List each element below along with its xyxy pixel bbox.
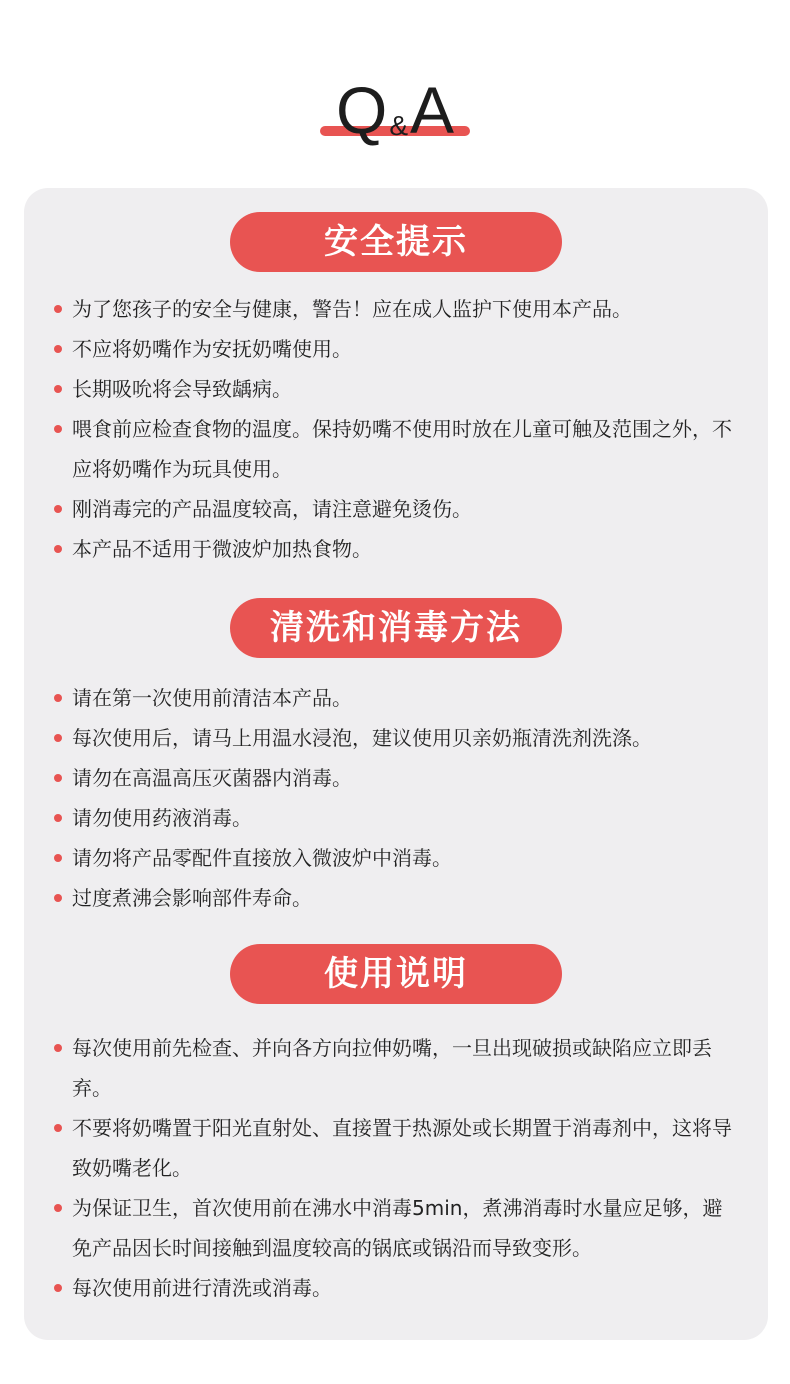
list-item: 本产品不适用于微波炉加热食物。: [52, 529, 742, 569]
qa-panel: [24, 188, 768, 1340]
list-item: 不要将奶嘴置于阳光直射处、直接置于热源处或长期置于消毒剂中，这将导致奶嘴老化。: [52, 1108, 742, 1188]
list-item: 过度煮沸会影响部件寿命。: [52, 878, 742, 918]
list-item: 请勿将产品零配件直接放入微波炉中消毒。: [52, 838, 742, 878]
section-title-safety: 安全提示: [230, 212, 562, 272]
list-item: 请勿在高温高压灭菌器内消毒。: [52, 758, 742, 798]
qa-header: [0, 70, 790, 160]
list-item: 刚消毒完的产品温度较高，请注意避免烫伤。: [52, 489, 742, 529]
list-item: 请勿使用药液消毒。: [52, 798, 742, 838]
list-item: 为保证卫生，首次使用前在沸水中消毒5min，煮沸消毒时水量应足够，避免产品因长时间接触到温度较高的锅底或锅沿而导致变形。: [52, 1188, 742, 1268]
list-item: 每次使用前先检查、并向各方向拉伸奶嘴，一旦出现破损或缺陷应立即丢弃。: [52, 1028, 742, 1108]
qa-title-amp: &: [389, 110, 408, 141]
qa-title-q: Q: [335, 73, 388, 147]
list-item: 不应将奶嘴作为安抚奶嘴使用。: [52, 329, 742, 369]
list-item: 喂食前应检查食物的温度。保持奶嘴不使用时放在儿童可触及范围之外，不应将奶嘴作为玩具使用。: [52, 409, 742, 489]
qa-title-a: A: [410, 73, 455, 147]
safety-list: [52, 289, 742, 569]
list-item: 请在第一次使用前清洁本产品。: [52, 678, 742, 718]
section-title-cleaning: 清洗和消毒方法: [230, 598, 562, 658]
qa-title: [0, 70, 790, 166]
list-item: 为了您孩子的安全与健康，警告！应在成人监护下使用本产品。: [52, 289, 742, 329]
list-item: 长期吸吮将会导致龋病。: [52, 369, 742, 409]
usage-list: [52, 1028, 742, 1308]
list-item: 每次使用前进行清洗或消毒。: [52, 1268, 742, 1308]
section-title-usage: 使用说明: [230, 944, 562, 1004]
cleaning-list: [52, 678, 742, 918]
list-item: 每次使用后，请马上用温水浸泡，建议使用贝亲奶瓶清洗剂洗涤。: [52, 718, 742, 758]
